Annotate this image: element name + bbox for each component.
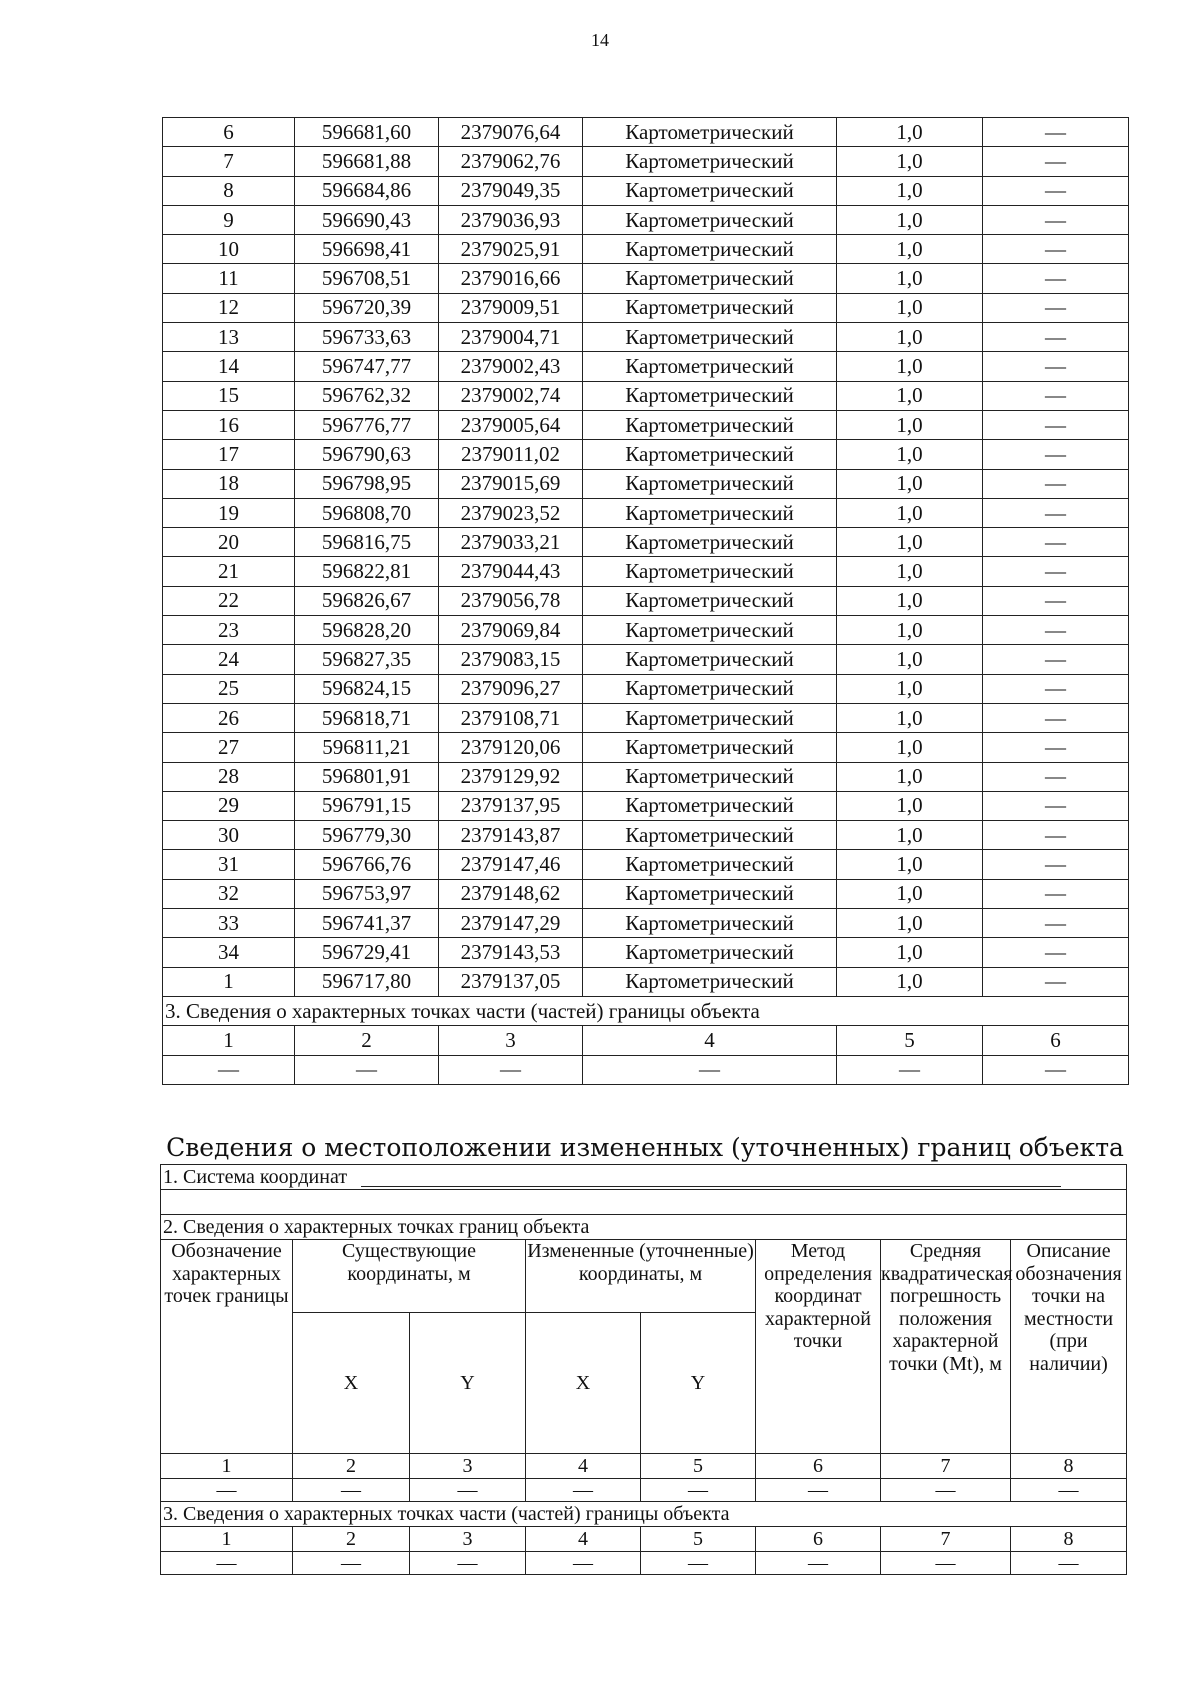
point-number: 26 bbox=[163, 703, 295, 732]
accuracy-cell: 1,0 bbox=[837, 118, 983, 147]
method-cell: Картометрический bbox=[583, 909, 837, 938]
table-row bbox=[163, 879, 1129, 908]
point-number: 21 bbox=[163, 557, 295, 586]
method-cell: Картометрический bbox=[583, 264, 837, 293]
accuracy-cell: 1,0 bbox=[837, 381, 983, 410]
description-cell: — bbox=[983, 703, 1129, 732]
header-accuracy: Средняя квадратическая погрешность положения характерной точки (Mt), м bbox=[881, 1240, 1011, 1454]
table-row bbox=[163, 791, 1129, 820]
method-cell: Картометрический bbox=[583, 352, 837, 381]
header-row-top bbox=[161, 1240, 1127, 1313]
part-section-title: 3. Сведения о характерных точках части (частей) границы объекта bbox=[161, 1502, 1127, 1527]
dash-cell: — bbox=[881, 1552, 1011, 1575]
dash-cell: — bbox=[1011, 1552, 1127, 1575]
point-number: 29 bbox=[163, 791, 295, 820]
point-number: 31 bbox=[163, 850, 295, 879]
method-cell: Картометрический bbox=[583, 762, 837, 791]
points-section-title: 2. Сведения о характерных точках границ объекта bbox=[161, 1215, 1127, 1240]
coord-y: 2379143,53 bbox=[439, 938, 583, 967]
accuracy-cell: 1,0 bbox=[837, 176, 983, 205]
description-cell: — bbox=[983, 323, 1129, 352]
description-cell: — bbox=[983, 733, 1129, 762]
header-designation: Обозначение характерных точек границы bbox=[161, 1240, 293, 1454]
method-cell: Картометрический bbox=[583, 703, 837, 732]
description-cell: — bbox=[983, 791, 1129, 820]
coord-x: 596681,88 bbox=[295, 147, 439, 176]
accuracy-cell: 1,0 bbox=[837, 235, 983, 264]
coord-x: 596684,86 bbox=[295, 176, 439, 205]
method-cell: Картометрический bbox=[583, 616, 837, 645]
coord-y: 2379129,92 bbox=[439, 762, 583, 791]
table-row bbox=[163, 147, 1129, 176]
description-cell: — bbox=[983, 293, 1129, 322]
description-cell: — bbox=[983, 645, 1129, 674]
accuracy-cell: 1,0 bbox=[837, 352, 983, 381]
coord-y: 2379036,93 bbox=[439, 205, 583, 234]
accuracy-cell: 1,0 bbox=[837, 498, 983, 527]
accuracy-cell: 1,0 bbox=[837, 879, 983, 908]
accuracy-cell: 1,0 bbox=[837, 791, 983, 820]
coord-x: 596720,39 bbox=[295, 293, 439, 322]
method-cell: Картометрический bbox=[583, 469, 837, 498]
accuracy-cell: 1,0 bbox=[837, 674, 983, 703]
coord-y: 2379143,87 bbox=[439, 821, 583, 850]
part-section-row bbox=[163, 996, 1129, 1025]
coord-x: 596816,75 bbox=[295, 528, 439, 557]
coord-y: 2379120,06 bbox=[439, 733, 583, 762]
description-cell: — bbox=[983, 440, 1129, 469]
coord-x: 596808,70 bbox=[295, 498, 439, 527]
boundary-points-table bbox=[162, 117, 1129, 1085]
accuracy-cell: 1,0 bbox=[837, 967, 983, 996]
method-cell: Картометрический bbox=[583, 323, 837, 352]
coord-x: 596753,97 bbox=[295, 879, 439, 908]
accuracy-cell: 1,0 bbox=[837, 645, 983, 674]
coord-x: 596811,21 bbox=[295, 733, 439, 762]
accuracy-cell: 1,0 bbox=[837, 586, 983, 615]
description-cell: — bbox=[983, 879, 1129, 908]
point-number: 13 bbox=[163, 323, 295, 352]
accuracy-cell: 1,0 bbox=[837, 205, 983, 234]
coord-x: 596798,95 bbox=[295, 469, 439, 498]
table-row bbox=[163, 703, 1129, 732]
part-column-numbers-row bbox=[163, 1026, 1129, 1055]
column-number: 3 bbox=[410, 1527, 526, 1552]
method-cell: Картометрический bbox=[583, 118, 837, 147]
dash-cell: — bbox=[583, 1055, 837, 1084]
column-number: 1 bbox=[161, 1527, 293, 1552]
coordinate-system-cell bbox=[161, 1165, 1127, 1190]
part-dash-row bbox=[161, 1552, 1127, 1575]
point-number: 30 bbox=[163, 821, 295, 850]
coord-x: 596791,15 bbox=[295, 791, 439, 820]
accuracy-cell: 1,0 bbox=[837, 616, 983, 645]
description-cell: — bbox=[983, 909, 1129, 938]
point-number: 17 bbox=[163, 440, 295, 469]
dash-cell: — bbox=[641, 1479, 756, 1502]
coord-x: 596826,67 bbox=[295, 586, 439, 615]
header-method: Метод определения координат характерной точки bbox=[756, 1240, 881, 1454]
table-row bbox=[163, 909, 1129, 938]
column-number: 2 bbox=[293, 1527, 410, 1552]
header-changed-x: X bbox=[526, 1313, 641, 1454]
point-number: 7 bbox=[163, 147, 295, 176]
column-number: 1 bbox=[161, 1454, 293, 1479]
method-cell: Картометрический bbox=[583, 674, 837, 703]
description-cell: — bbox=[983, 176, 1129, 205]
coord-y: 2379004,71 bbox=[439, 323, 583, 352]
accuracy-cell: 1,0 bbox=[837, 733, 983, 762]
part-dash-row bbox=[163, 1055, 1129, 1084]
coord-x: 596747,77 bbox=[295, 352, 439, 381]
description-cell: — bbox=[983, 850, 1129, 879]
coord-y: 2379015,69 bbox=[439, 469, 583, 498]
point-number: 27 bbox=[163, 733, 295, 762]
coordinate-system-value-line bbox=[361, 1170, 1061, 1187]
page-number: 14 bbox=[591, 30, 609, 50]
point-number: 34 bbox=[163, 938, 295, 967]
coord-y: 2379002,74 bbox=[439, 381, 583, 410]
coord-y: 2379096,27 bbox=[439, 674, 583, 703]
point-number: 11 bbox=[163, 264, 295, 293]
coord-y: 2379137,95 bbox=[439, 791, 583, 820]
method-cell: Картометрический bbox=[583, 410, 837, 439]
point-number: 32 bbox=[163, 879, 295, 908]
dash-cell: — bbox=[641, 1552, 756, 1575]
description-cell: — bbox=[983, 938, 1129, 967]
coord-x: 596681,60 bbox=[295, 118, 439, 147]
table-row bbox=[163, 733, 1129, 762]
table-row bbox=[163, 645, 1129, 674]
accuracy-cell: 1,0 bbox=[837, 703, 983, 732]
coordinate-system-label: 1. Система координат bbox=[163, 1166, 348, 1188]
accuracy-cell: 1,0 bbox=[837, 909, 983, 938]
column-number: 6 bbox=[983, 1026, 1129, 1055]
blank-cell bbox=[161, 1190, 1127, 1215]
blank-row bbox=[161, 1190, 1127, 1215]
column-number: 1 bbox=[163, 1026, 295, 1055]
method-cell: Картометрический bbox=[583, 821, 837, 850]
column-number: 4 bbox=[526, 1454, 641, 1479]
coord-y: 2379108,71 bbox=[439, 703, 583, 732]
table-row bbox=[163, 967, 1129, 996]
point-number: 10 bbox=[163, 235, 295, 264]
method-cell: Картометрический bbox=[583, 967, 837, 996]
table-row bbox=[163, 586, 1129, 615]
accuracy-cell: 1,0 bbox=[837, 147, 983, 176]
table-row bbox=[163, 938, 1129, 967]
dash-cell: — bbox=[526, 1479, 641, 1502]
part-section-title: 3. Сведения о характерных точках части (частей) границы объекта bbox=[163, 996, 1129, 1025]
accuracy-cell: 1,0 bbox=[837, 938, 983, 967]
description-cell: — bbox=[983, 557, 1129, 586]
accuracy-cell: 1,0 bbox=[837, 293, 983, 322]
description-cell: — bbox=[983, 352, 1129, 381]
dash-cell: — bbox=[1011, 1479, 1127, 1502]
point-number: 8 bbox=[163, 176, 295, 205]
description-cell: — bbox=[983, 381, 1129, 410]
description-cell: — bbox=[983, 118, 1129, 147]
column-number: 8 bbox=[1011, 1527, 1127, 1552]
coord-y: 2379023,52 bbox=[439, 498, 583, 527]
coord-y: 2379033,21 bbox=[439, 528, 583, 557]
coord-x: 596828,20 bbox=[295, 616, 439, 645]
description-cell: — bbox=[983, 586, 1129, 615]
description-cell: — bbox=[983, 762, 1129, 791]
point-number: 18 bbox=[163, 469, 295, 498]
header-changed-coords: Измененные (уточненные) координаты, м bbox=[526, 1240, 756, 1313]
part-column-numbers-row bbox=[161, 1527, 1127, 1552]
accuracy-cell: 1,0 bbox=[837, 440, 983, 469]
column-number: 3 bbox=[439, 1026, 583, 1055]
coord-y: 2379044,43 bbox=[439, 557, 583, 586]
coord-x: 596779,30 bbox=[295, 821, 439, 850]
coord-x: 596717,80 bbox=[295, 967, 439, 996]
table-row bbox=[163, 293, 1129, 322]
column-number: 3 bbox=[410, 1454, 526, 1479]
coord-x: 596824,15 bbox=[295, 674, 439, 703]
accuracy-cell: 1,0 bbox=[837, 410, 983, 439]
description-cell: — bbox=[983, 469, 1129, 498]
accuracy-cell: 1,0 bbox=[837, 323, 983, 352]
accuracy-cell: 1,0 bbox=[837, 264, 983, 293]
dash-cell: — bbox=[293, 1479, 410, 1502]
method-cell: Картометрический bbox=[583, 879, 837, 908]
point-number: 14 bbox=[163, 352, 295, 381]
coord-y: 2379083,15 bbox=[439, 645, 583, 674]
method-cell: Картометрический bbox=[583, 938, 837, 967]
dash-cell: — bbox=[983, 1055, 1129, 1084]
coord-y: 2379005,64 bbox=[439, 410, 583, 439]
column-number: 5 bbox=[641, 1527, 756, 1552]
column-number: 7 bbox=[881, 1454, 1011, 1479]
coord-y: 2379056,78 bbox=[439, 586, 583, 615]
table-row bbox=[163, 850, 1129, 879]
coord-x: 596818,71 bbox=[295, 703, 439, 732]
coord-x: 596690,43 bbox=[295, 205, 439, 234]
table-row bbox=[163, 674, 1129, 703]
table-row bbox=[163, 235, 1129, 264]
point-number: 22 bbox=[163, 586, 295, 615]
coord-y: 2379009,51 bbox=[439, 293, 583, 322]
header-changed-y: Y bbox=[641, 1313, 756, 1454]
part-section-row bbox=[161, 1502, 1127, 1527]
column-number: 7 bbox=[881, 1527, 1011, 1552]
coord-x: 596729,41 bbox=[295, 938, 439, 967]
description-cell: — bbox=[983, 205, 1129, 234]
table-row bbox=[163, 821, 1129, 850]
point-number: 33 bbox=[163, 909, 295, 938]
coord-y: 2379011,02 bbox=[439, 440, 583, 469]
table-row bbox=[163, 528, 1129, 557]
coord-y: 2379137,05 bbox=[439, 967, 583, 996]
accuracy-cell: 1,0 bbox=[837, 469, 983, 498]
description-cell: — bbox=[983, 967, 1129, 996]
header-description: Описание обозначения точки на местности (при наличии) bbox=[1011, 1240, 1127, 1454]
method-cell: Картометрический bbox=[583, 381, 837, 410]
coord-y: 2379062,76 bbox=[439, 147, 583, 176]
method-cell: Картометрический bbox=[583, 498, 837, 527]
description-cell: — bbox=[983, 498, 1129, 527]
dash-cell: — bbox=[881, 1479, 1011, 1502]
table-row bbox=[163, 469, 1129, 498]
coord-x: 596698,41 bbox=[295, 235, 439, 264]
description-cell: — bbox=[983, 147, 1129, 176]
table-row bbox=[163, 440, 1129, 469]
column-number: 4 bbox=[526, 1527, 641, 1552]
table-row bbox=[163, 557, 1129, 586]
method-cell: Картометрический bbox=[583, 293, 837, 322]
table-row bbox=[163, 616, 1129, 645]
description-cell: — bbox=[983, 235, 1129, 264]
point-number: 19 bbox=[163, 498, 295, 527]
point-number: 15 bbox=[163, 381, 295, 410]
table-row bbox=[163, 264, 1129, 293]
dash-cell: — bbox=[526, 1552, 641, 1575]
table-row bbox=[163, 381, 1129, 410]
coord-y: 2379049,35 bbox=[439, 176, 583, 205]
coord-y: 2379148,62 bbox=[439, 879, 583, 908]
method-cell: Картометрический bbox=[583, 791, 837, 820]
method-cell: Картометрический bbox=[583, 733, 837, 762]
description-cell: — bbox=[983, 528, 1129, 557]
coord-x: 596741,37 bbox=[295, 909, 439, 938]
table-row bbox=[163, 410, 1129, 439]
column-number: 5 bbox=[641, 1454, 756, 1479]
boundary-points-body bbox=[163, 118, 1129, 997]
method-cell: Картометрический bbox=[583, 586, 837, 615]
header-existing-x: X bbox=[293, 1313, 410, 1454]
accuracy-cell: 1,0 bbox=[837, 762, 983, 791]
column-number: 2 bbox=[293, 1454, 410, 1479]
point-number: 28 bbox=[163, 762, 295, 791]
column-number: 2 bbox=[295, 1026, 439, 1055]
point-number: 23 bbox=[163, 616, 295, 645]
column-numbers-row bbox=[161, 1454, 1127, 1479]
method-cell: Картометрический bbox=[583, 528, 837, 557]
method-cell: Картометрический bbox=[583, 850, 837, 879]
description-cell: — bbox=[983, 264, 1129, 293]
table-row bbox=[163, 323, 1129, 352]
coord-x: 596733,63 bbox=[295, 323, 439, 352]
dash-cell: — bbox=[293, 1552, 410, 1575]
method-cell: Картометрический bbox=[583, 440, 837, 469]
description-cell: — bbox=[983, 616, 1129, 645]
coord-x: 596762,32 bbox=[295, 381, 439, 410]
method-cell: Картометрический bbox=[583, 235, 837, 264]
coord-x: 596766,76 bbox=[295, 850, 439, 879]
coord-x: 596790,63 bbox=[295, 440, 439, 469]
coord-y: 2379069,84 bbox=[439, 616, 583, 645]
header-existing-y: Y bbox=[410, 1313, 526, 1454]
column-number: 8 bbox=[1011, 1454, 1127, 1479]
table-row bbox=[163, 205, 1129, 234]
point-number: 20 bbox=[163, 528, 295, 557]
method-cell: Картометрический bbox=[583, 147, 837, 176]
coord-y: 2379025,91 bbox=[439, 235, 583, 264]
changed-boundaries-title: Сведения о местоположении измененных (уточненных) границ объекта bbox=[166, 1133, 1124, 1162]
method-cell: Картометрический bbox=[583, 205, 837, 234]
dash-cell: — bbox=[439, 1055, 583, 1084]
accuracy-cell: 1,0 bbox=[837, 850, 983, 879]
dash-cell: — bbox=[410, 1479, 526, 1502]
dash-cell: — bbox=[161, 1479, 293, 1502]
accuracy-cell: 1,0 bbox=[837, 821, 983, 850]
table-row bbox=[163, 498, 1129, 527]
method-cell: Картометрический bbox=[583, 557, 837, 586]
coord-x: 596708,51 bbox=[295, 264, 439, 293]
column-number: 6 bbox=[756, 1454, 881, 1479]
accuracy-cell: 1,0 bbox=[837, 557, 983, 586]
header-existing-coords: Существующие координаты, м bbox=[293, 1240, 526, 1313]
method-cell: Картометрический bbox=[583, 645, 837, 674]
points-section-row bbox=[161, 1215, 1127, 1240]
dash-row bbox=[161, 1479, 1127, 1502]
coordinate-system-row bbox=[161, 1165, 1127, 1190]
coord-y: 2379016,66 bbox=[439, 264, 583, 293]
changed-boundaries-table bbox=[160, 1164, 1127, 1575]
dash-cell: — bbox=[410, 1552, 526, 1575]
dash-cell: — bbox=[756, 1479, 881, 1502]
column-number: 5 bbox=[837, 1026, 983, 1055]
accuracy-cell: 1,0 bbox=[837, 528, 983, 557]
coord-x: 596827,35 bbox=[295, 645, 439, 674]
method-cell: Картометрический bbox=[583, 176, 837, 205]
point-number: 25 bbox=[163, 674, 295, 703]
coord-x: 596776,77 bbox=[295, 410, 439, 439]
description-cell: — bbox=[983, 410, 1129, 439]
coord-y: 2379147,29 bbox=[439, 909, 583, 938]
dash-cell: — bbox=[161, 1552, 293, 1575]
coord-x: 596822,81 bbox=[295, 557, 439, 586]
point-number: 24 bbox=[163, 645, 295, 674]
dash-cell: — bbox=[756, 1552, 881, 1575]
dash-cell: — bbox=[163, 1055, 295, 1084]
table-row bbox=[163, 118, 1129, 147]
coord-y: 2379002,43 bbox=[439, 352, 583, 381]
point-number: 12 bbox=[163, 293, 295, 322]
point-number: 9 bbox=[163, 205, 295, 234]
table-row bbox=[163, 352, 1129, 381]
description-cell: — bbox=[983, 821, 1129, 850]
point-number: 1 bbox=[163, 967, 295, 996]
column-number: 6 bbox=[756, 1527, 881, 1552]
table-row bbox=[163, 762, 1129, 791]
coord-y: 2379076,64 bbox=[439, 118, 583, 147]
point-number: 6 bbox=[163, 118, 295, 147]
dash-cell: — bbox=[837, 1055, 983, 1084]
point-number: 16 bbox=[163, 410, 295, 439]
coord-x: 596801,91 bbox=[295, 762, 439, 791]
coord-y: 2379147,46 bbox=[439, 850, 583, 879]
description-cell: — bbox=[983, 674, 1129, 703]
column-number: 4 bbox=[583, 1026, 837, 1055]
dash-cell: — bbox=[295, 1055, 439, 1084]
table-row bbox=[163, 176, 1129, 205]
